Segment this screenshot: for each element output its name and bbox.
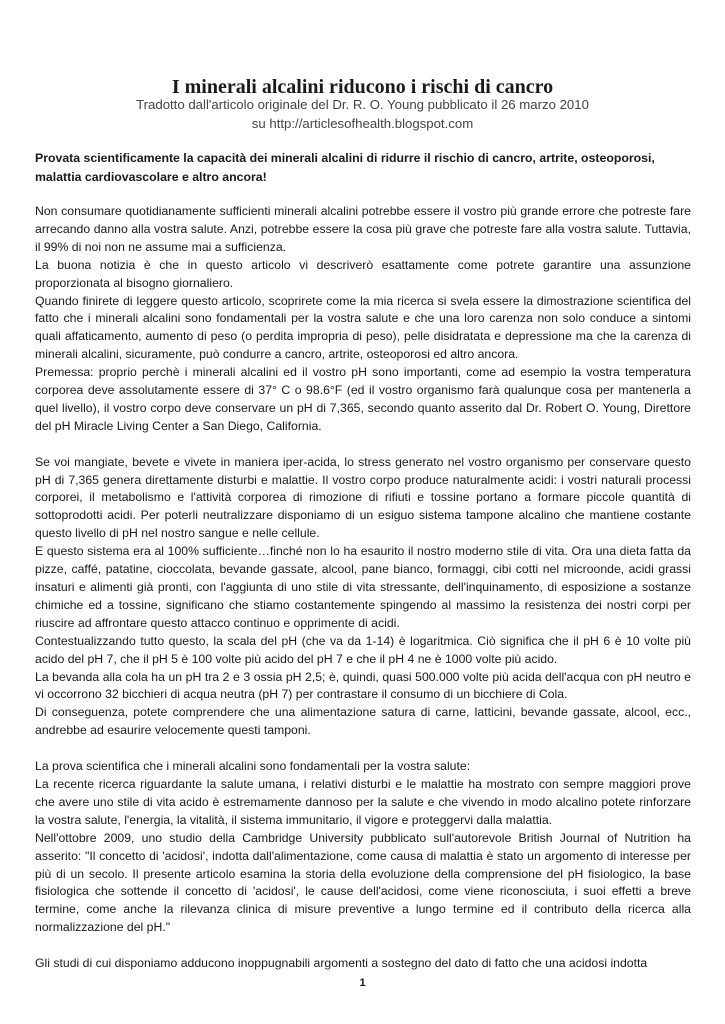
body-paragraph: La bevanda alla cola ha un pH tra 2 e 3 ossia pH 2,5; è, quindi, quasi 500.000 volte più acida dell'acqua con pH neutro e vi occorrono 32 bicchieri di acqua neutra (pH 7) per contrastare il consumo di un bicchiere di Cola. [35,669,691,702]
body-paragraph: Di conseguenza, potete comprendere che una alimentazione satura di carne, latticini, bevande gassate, alcool, ecc., andrebbe ad esaurire velocemente questi tamponi. [35,705,691,738]
document-title: I minerali alcalini riducono i rischi di cancro [171,76,554,98]
body-paragraph: Se voi mangiate, bevete e vivete in maniera iper-acida, lo stress generato nel vostro organismo per conservare questo pH di 7,365 genera direttamente disturbi e malattie. Il vostro corpo produce naturalmente acidi: i vostri naturali processi corporei, il metabolismo e l'attività corporea di rimozione di rifiuti e tossine portano a formare piccole quantità di sottoprodotti acidi. Per poterli neutralizzare disponiamo di un esiguo sistema tampone alcalino che mantiene costante questo livello di pH nel nostro sangue e nelle cellule. [35,454,691,541]
page-number: 1 [359,977,366,989]
body-paragraph: Nell'ottobre 2009, uno studio della Cambridge University pubblicato sull'autorevole British Journal of Nutrition ha asserito: "Il concetto di 'acidosi', indotta dall'alimentazione, come causa di malattia è stato un argomento di interesse per più di un secolo. Il presente articolo esamina la storia della evoluzione della comprensione del pH fisiologico, la base fisiologica che sottende il concetto di 'acidosi', le cause dell'acidosi, come viene riconosciuta, i suoi effetti a breve termine, come anche la rilevanza clinica di misure preventive a lungo termine ed il contributo della ricerca alla normalizzazione del pH." [35,830,691,935]
article-body [35,203,691,973]
body-paragraph: Contestualizzando tutto questo, la scala del pH (che va da 1-14) è logaritmica. Ciò significa che il pH 6 è 10 volte più acido del pH 7, che il pH 5 è 100 volte più acido del pH 7 e che il pH 4 ne è 1000 volte più acido. [35,633,691,666]
document-subtitle-source: Tradotto dall'articolo originale del Dr. R. O. Young pubblicato il 26 marzo 2010 [136,97,589,112]
lead-paragraph: Provata scientificamente la capacità dei minerali alcalini di ridurre il rischio di cancro, artrite, osteoporosi, malattia cardiovascolare e altro ancora! [35,151,655,184]
body-paragraph: La recente ricerca riguardante la salute umana, i relativi disturbi e le malattie ha mostrato con sempre maggiori prove che avere uno stile di vita acido è estremamente dannoso per la salute e che vivendo in modo alcalino potete rinforzare la vostra salute, l'energia, la vitalità, il sistema immunitario, il vigore e proteggervi dalla malattia. [35,776,691,827]
body-paragraph: Quando finirete di leggere questo articolo, scoprirete come la mia ricerca si svela essere la dimostrazione scientifica del fatto che i minerali alcalini sono fondamentali per la vostra salute e che una loro carenza non solo conduce a sintomi quali affaticamento, aumento di peso (o perdita impropria di peso), pelle disidratata e depressione ma che la carenza di minerali alcalini, sicuramente, può condurre a cancro, artrite, osteoporosi ed altro ancora. [35,293,691,362]
body-paragraph: La buona notizia è che in questo articolo vi descriverò esattamente come potrete garantire una assunzione proporzionata al bisogno giornaliero. [35,257,691,290]
body-paragraph: Non consumare quotidianamente sufficienti minerali alcalini potrebbe essere il vostro più grande errore che potreste fare arrecando danno alla vostra salute. Anzi, potrebbe essere la cosa più grave che potreste fare alla vostra salute. Tuttavia, il 99% di noi non ne assume mai a sufficienza. [35,204,691,254]
body-paragraph: Premessa: proprio perchè i minerali alcalini ed il vostro pH sono importanti, come ad esempio la vostra temperatura corporea deve assolutamente essere di 37° C o 98.6°F (ed il vostro organismo farà qualunque cosa per mantenerla a quel livello), il vostro corpo deve conservare un pH di 7,365, secondo quanto asserito dal Dr. Robert O. Young, Direttore del pH Miracle Living Center a San Diego, California. [35,365,691,433]
body-paragraph: E questo sistema era al 100% sufficiente…finché non lo ha esaurito il nostro moderno stile di vita. Ora una dieta fatta da pizze, caffé, patatine, cioccolata, bevande gassate, alcool, pane bianco, formaggi, cibi cotti nel microonde, acidi grassi insaturi e alimenti già pronti, con l'aggiunta di uno stile di vita stressante, dell'inquinamento, di esposizione a sostanze chimiche ed a tossine, significano che stiamo costantemente spingendo al massimo la resistenza dei nostri corpi per riuscire ad affrontare questo attacco continuo e opprimente di acidi. [35,544,691,630]
section-heading: La prova scientifica che i minerali alcalini sono fondamentali per la vostra salute: [35,759,471,774]
document-subtitle-url: su http://articlesofhealth.blogspot.com [251,116,474,131]
body-paragraph: Gli studi di cui disponiamo adducono inoppugnabili argomenti a sostegno del dato di fatto che una acidosi indotta [35,956,648,971]
